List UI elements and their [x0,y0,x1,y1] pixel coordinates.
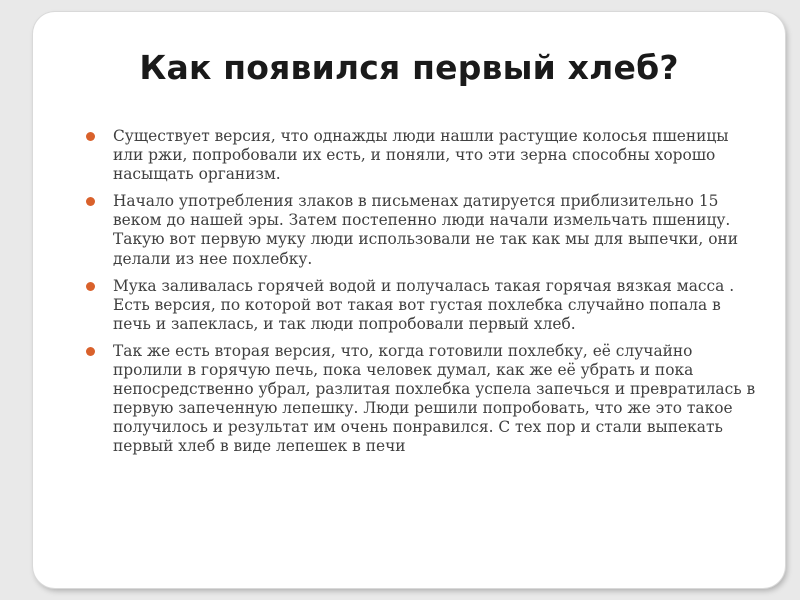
bullet-dot-icon [86,347,95,356]
slide-title: Как появился первый хлеб? [139,48,679,87]
bullet-item [86,127,762,184]
bullet-dot-icon [86,197,95,206]
bullet-list [86,127,762,465]
bullet-item [86,192,762,268]
bullet-text: Мука заливалась горячей водой и получалась такая горячая вязкая масса . Есть версия, по которой вот такая вот густая похлебка случайно попала в печь и запеклась, и так люди попробовали первый хлеб. [113,276,735,333]
bullet-item [86,342,762,457]
bullet-dot-icon [86,132,95,141]
bullet-item [86,277,762,334]
bullet-dot-icon [86,282,95,291]
bullet-text: Начало употребления злаков в письменах датируется приблизительно 15 веком до нашей эры. Затем постепенно люди начали измельчать пшеницу. Такую вот первую муку люди использовали не так как мы для выпечки, они делали из нее похлебку. [113,192,738,268]
bullet-text: Так же есть вторая версия, что, когда готовили похлебку, её случайно пролили в горячую печь, пока человек думал, как же её убрать и пока непосредственно убрал, разлитая похлебка успела запечься и превратилась в первую запеченную лепешку. Люди решили попробовать, что же это такое получилось и результат им очень понравился. С тех пор и стали выпекать первый хлеб в виде лепешек в печи [113,341,756,456]
bullet-text: Существует версия, что однажды люди нашли растущие колосья пшеницы или ржи, попробовали их есть, и поняли, что эти зерна способны хорошо насыщать организм. [113,127,729,184]
